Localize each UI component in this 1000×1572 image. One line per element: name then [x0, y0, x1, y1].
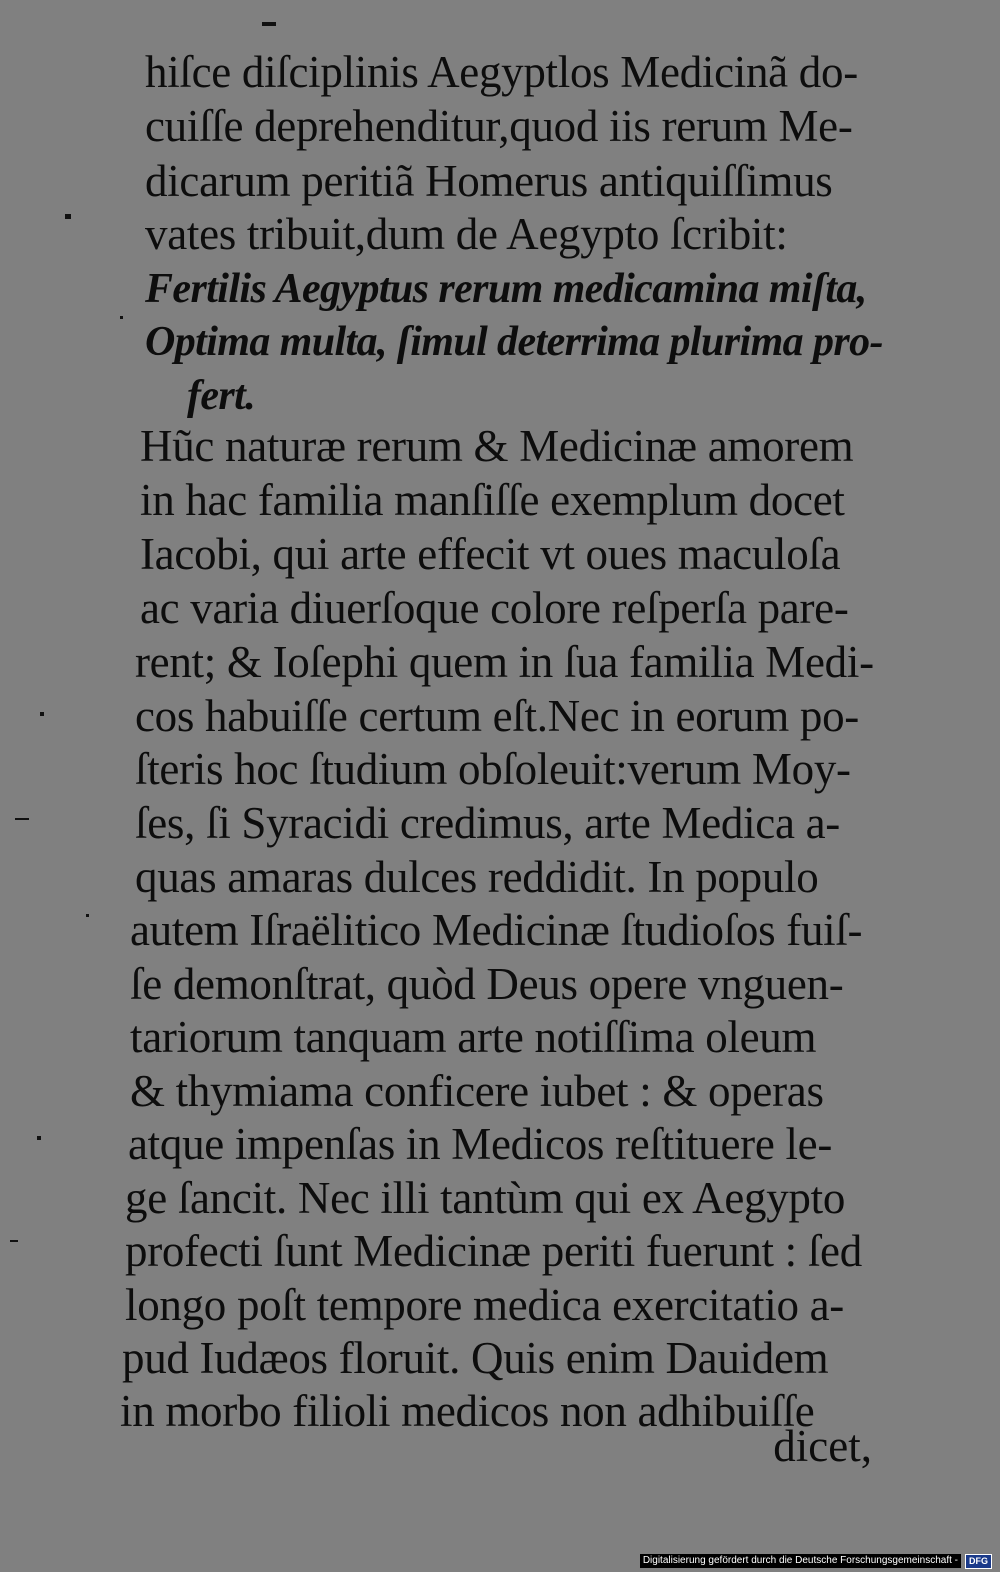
scan-speck: [120, 316, 123, 319]
text-line-4: vates tribuit,dum de Aegypto ſcribit:: [145, 209, 788, 259]
text-line-13: cos habuiſſe certum eſt.Nec in eorum po-: [135, 691, 859, 741]
text-line-12: rent; & Ioſephi quem in ſua familia Medi-: [135, 637, 874, 687]
text-line-24: longo poſt tempore medica exercitatio a-: [125, 1280, 844, 1330]
text-line-9: in hac familia manſiſſe exemplum docet: [140, 475, 845, 525]
verse-line-1: Fertilis Aegyptus rerum medicamina miſta,: [145, 266, 867, 312]
verse-line-2: Optima multa, ſimul deterrima plurima pro-: [145, 319, 883, 365]
scan-speck: [40, 712, 44, 716]
text-line-22: ge ſancit. Nec illi tantùm qui ex Aegypto: [125, 1173, 846, 1223]
text-line-21: atque impenſas in Medicos reſtituere le-: [128, 1119, 833, 1169]
scan-speck: [15, 818, 29, 820]
text-line-19: tariorum tanquam arte notiſſima oleum: [130, 1012, 817, 1062]
scan-speck: [37, 1136, 41, 1140]
dfg-logo-icon: DFG: [965, 1554, 992, 1569]
text-line-16: quas amaras dulces reddidit. In populo: [135, 852, 819, 902]
text-line-15: ſes, ſi Syracidi credimus, arte Medica a-: [135, 798, 840, 848]
scan-speck: [86, 914, 89, 917]
text-line-14: ſteris hoc ſtudium obſoleuit:verum Moy-: [135, 744, 851, 794]
text-line-26: in morbo filioli medicos non adhibuiſſe: [120, 1386, 815, 1436]
text-line-18: ſe demonſtrat, quòd Deus opere vnguen-: [130, 959, 844, 1009]
text-line-17: autem Iſraëlitico Medicinæ ſtudioſos fuiſ-: [130, 905, 863, 955]
text-line-8: Hũc naturæ rerum & Medicinæ amorem: [140, 421, 854, 471]
text-line-2: cuiſſe deprehenditur,quod iis rerum Me-: [145, 101, 853, 151]
scan-speck: [10, 1240, 18, 1242]
text-line-10: Iacobi, qui arte effecit vt oues maculoſa: [140, 529, 841, 579]
text-line-20: & thymiama conficere iubet : & operas: [130, 1066, 824, 1116]
text-line-11: ac varia diuerſoque colore reſperſa pare-: [140, 583, 849, 633]
scan-speck: [65, 214, 71, 219]
text-line-23: profecti ſunt Medicinæ periti fuerunt : ſed: [125, 1226, 862, 1276]
footer-text: Digitalisierung gefördert durch die Deutsche Forschungsgemeinschaft -: [640, 1554, 961, 1568]
verse-line-3: fert.: [187, 373, 256, 419]
digitization-footer: [640, 1554, 992, 1568]
text-line-1: hiſce diſciplinis Aegyptlos Medicinã do-: [145, 47, 858, 97]
text-line-3: dicarum peritiã Homerus antiquiſſimus: [145, 156, 833, 206]
text-line-25: pud Iudæos floruit. Quis enim Dauidem: [122, 1333, 829, 1383]
scan-speck: [262, 22, 276, 26]
catchword: dicet,: [773, 1421, 872, 1471]
